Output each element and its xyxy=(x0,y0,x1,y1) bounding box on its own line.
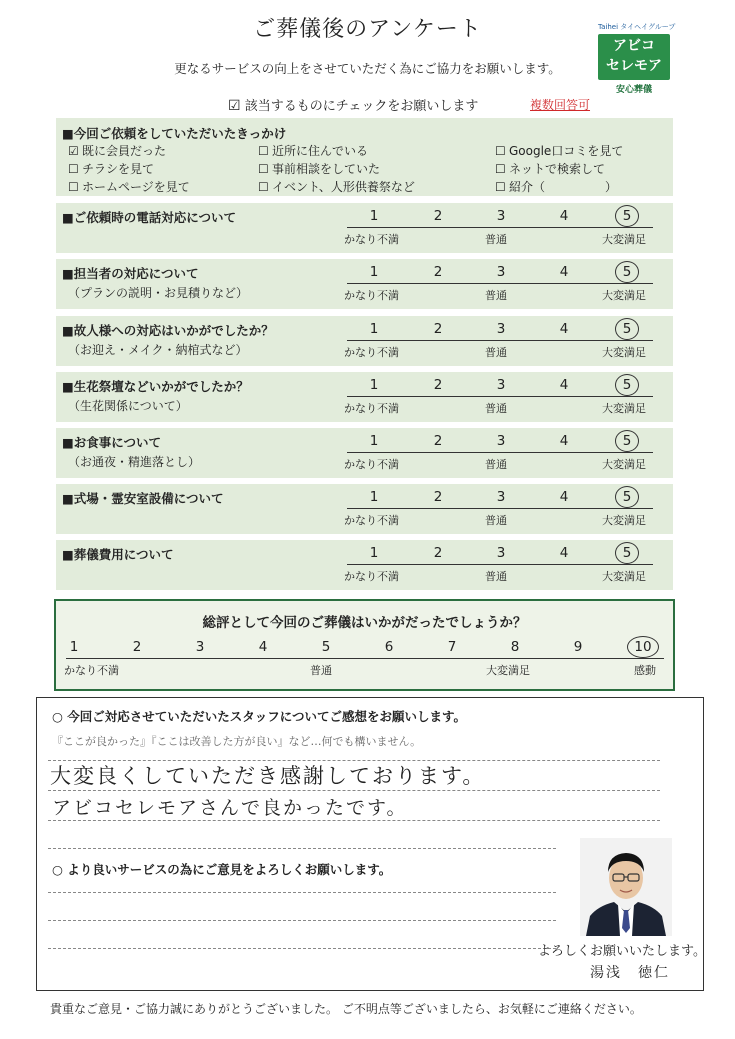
rating-option[interactable]: 3 xyxy=(496,321,506,337)
rating-option[interactable]: 4 xyxy=(559,321,569,337)
reason-option[interactable] xyxy=(258,142,368,159)
rating-scale-line xyxy=(347,396,653,397)
overall-label-top: 感動 xyxy=(634,664,656,677)
staff-comment-title: ○ 今回ご対応させていただいたスタッフについてご感想をお願いします。 xyxy=(52,709,467,724)
overall-rating-option[interactable]: 10 xyxy=(634,639,652,655)
overall-rating-option[interactable]: 4 xyxy=(258,639,268,655)
selected-rating-circle xyxy=(615,318,639,340)
rating-option[interactable]: 1 xyxy=(369,321,379,337)
overall-label-high: 大変満足 xyxy=(486,664,530,677)
checkbox-icon[interactable]: ☐ xyxy=(495,144,506,158)
logo-mark xyxy=(598,34,670,80)
rating-option[interactable]: 5 xyxy=(622,377,632,393)
rating-option[interactable]: 5 xyxy=(622,208,632,224)
rating-scale-line xyxy=(347,283,653,284)
scale-label-mid: 普通 xyxy=(485,458,507,471)
scale-label-low: かなり不満 xyxy=(344,289,399,302)
reason-option-label: 紹介（ ） xyxy=(509,180,618,194)
checkbox-icon[interactable]: ☐ xyxy=(68,162,79,176)
reason-option-label: ホームページを見て xyxy=(82,180,190,194)
reason-option[interactable] xyxy=(258,178,415,195)
overall-scale-line xyxy=(66,658,664,659)
selected-rating-circle xyxy=(615,486,639,508)
overall-title: 総評として今回のご葬儀はいかがだったでしょうか？ xyxy=(202,615,527,631)
overall-rating-option[interactable]: 2 xyxy=(132,639,142,655)
overall-rating-option[interactable]: 1 xyxy=(69,639,79,655)
scale-label-low: かなり不満 xyxy=(344,458,399,471)
rating-option[interactable]: 5 xyxy=(622,433,632,449)
reason-option[interactable] xyxy=(495,178,617,195)
rating-scale-line xyxy=(347,340,653,341)
rating-option[interactable]: 2 xyxy=(433,489,443,505)
rating-option[interactable]: 4 xyxy=(559,433,569,449)
logo-line1: アビコ xyxy=(613,38,655,54)
overall-label-mid: 普通 xyxy=(310,664,332,677)
scale-label-high: 大変満足 xyxy=(602,570,646,583)
question-subtitle: （プランの説明・お見積りなど） xyxy=(68,286,249,300)
reason-option-label: 既に会員だった xyxy=(82,144,167,158)
rating-option[interactable]: 4 xyxy=(559,208,569,224)
selected-rating-circle xyxy=(615,542,639,564)
rating-option[interactable]: 4 xyxy=(559,264,569,280)
logo-line2: セレモア xyxy=(606,58,662,74)
scale-label-high: 大変満足 xyxy=(602,346,646,359)
question-title: ■故人様への対応はいかがでしたか？ xyxy=(62,323,274,338)
question-title: ■お食事について xyxy=(62,435,162,450)
rating-scale-line xyxy=(347,227,653,228)
selected-rating-circle xyxy=(615,261,639,283)
rating-scale-line xyxy=(347,564,653,565)
rating-option[interactable]: 5 xyxy=(622,545,632,561)
selected-rating-circle xyxy=(615,430,639,452)
overall-rating-option[interactable]: 3 xyxy=(195,639,205,655)
check-instruction-text: 該当するものにチェックをお願いします xyxy=(244,99,479,114)
question-subtitle: （お迎え・メイク・納棺式など） xyxy=(68,343,248,357)
multi-answer-note: 複数回答可 xyxy=(530,98,591,112)
staff-message: よろしくお願いいたします。 xyxy=(538,944,706,959)
reason-option-label: 近所に住んでいる xyxy=(272,144,369,158)
rating-option[interactable]: 3 xyxy=(496,433,506,449)
scale-label-mid: 普通 xyxy=(485,514,507,527)
rating-option[interactable]: 4 xyxy=(559,545,569,561)
scale-label-low: かなり不満 xyxy=(344,233,399,246)
scale-label-mid: 普通 xyxy=(485,289,507,302)
reason-option-label: チラシを見て xyxy=(82,162,155,176)
reason-option[interactable] xyxy=(68,160,154,177)
scale-label-low: かなり不満 xyxy=(344,346,399,359)
checkbox-checked-icon[interactable]: ☑ xyxy=(68,144,79,158)
rating-option[interactable]: 3 xyxy=(496,377,506,393)
reason-option[interactable] xyxy=(68,142,166,159)
question-title: ■担当者の対応について xyxy=(62,266,199,281)
checkbox-icon[interactable]: ☐ xyxy=(258,144,269,158)
comment-line xyxy=(48,948,556,949)
rating-option[interactable]: 2 xyxy=(433,264,443,280)
scale-label-mid: 普通 xyxy=(485,570,507,583)
footer-thanks: 貴重なご意見・ご協力誠にありがとうございました。 ご不明点等ございましたら、お気軽にご連絡ください。 xyxy=(50,1002,642,1016)
rating-option[interactable]: 2 xyxy=(433,377,443,393)
scale-label-low: かなり不満 xyxy=(344,570,399,583)
page-title: ご葬儀後のアンケート xyxy=(253,17,482,42)
logo-sub: 安心葬儀 xyxy=(615,85,652,95)
reason-option-label: Google口コミを見て xyxy=(509,144,624,158)
overall-rating-option[interactable]: 8 xyxy=(510,639,520,655)
scale-label-low: かなり不満 xyxy=(344,514,399,527)
rating-option[interactable]: 2 xyxy=(433,545,443,561)
handwritten-comment-line1: 大変良くしていただき感謝しております。 xyxy=(50,764,486,788)
comment-line xyxy=(48,892,556,893)
rating-option[interactable]: 5 xyxy=(622,264,632,280)
rating-option[interactable]: 2 xyxy=(433,208,443,224)
reason-option[interactable] xyxy=(495,160,605,177)
reason-option[interactable] xyxy=(258,160,380,177)
selected-rating-circle xyxy=(627,636,659,658)
overall-rating-option[interactable]: 9 xyxy=(573,639,583,655)
scale-label-high: 大変満足 xyxy=(602,514,646,527)
question-subtitle: （生花関係について） xyxy=(68,399,188,413)
checkbox-icon[interactable]: ☐ xyxy=(495,162,506,176)
rating-option[interactable]: 3 xyxy=(496,489,506,505)
logo-brand: Taihei タイヘイグループ xyxy=(598,23,676,31)
question-title: ■式場・霊安室設備について xyxy=(62,491,224,506)
reason-title: ■今回ご依頼をしていただいたきっかけ xyxy=(62,126,287,141)
selected-rating-circle xyxy=(615,205,639,227)
comment-line xyxy=(48,790,660,791)
company-logo xyxy=(598,22,678,95)
rating-option[interactable]: 5 xyxy=(622,321,632,337)
checkbox-checked-icon: ☑ xyxy=(228,98,241,114)
rating-option[interactable]: 5 xyxy=(622,489,632,505)
question-title: ■葬儀費用について xyxy=(62,547,174,562)
reason-option-label: イベント、人形供養祭など xyxy=(272,180,415,194)
rating-option[interactable]: 1 xyxy=(369,208,379,224)
service-comment-title: ○ より良いサービスの為にご意見をよろしくお願いします。 xyxy=(52,862,392,877)
rating-option[interactable]: 3 xyxy=(496,545,506,561)
rating-option[interactable]: 1 xyxy=(369,433,379,449)
reason-option-label: ネットで検索して xyxy=(509,162,606,176)
overall-label-low: かなり不満 xyxy=(64,664,119,677)
reason-option[interactable] xyxy=(495,142,623,159)
overall-rating-option[interactable]: 5 xyxy=(321,639,331,655)
comment-line xyxy=(48,920,556,921)
reason-option[interactable] xyxy=(68,178,190,195)
staff-signature: 湯浅 徳仁 xyxy=(590,965,670,981)
scale-label-high: 大変満足 xyxy=(602,289,646,302)
scale-label-high: 大変満足 xyxy=(602,458,646,471)
checkbox-icon[interactable]: ☐ xyxy=(68,180,79,194)
rating-option[interactable]: 2 xyxy=(433,321,443,337)
scale-label-mid: 普通 xyxy=(485,346,507,359)
scale-label-high: 大変満足 xyxy=(602,233,646,246)
rating-option[interactable]: 3 xyxy=(496,208,506,224)
scale-label-mid: 普通 xyxy=(485,402,507,415)
handwritten-comment-line2: アビコセレモアさんで良かったです。 xyxy=(52,797,408,819)
question-title: ■生花祭壇などいかがでしたか？ xyxy=(62,379,249,394)
staff-photo xyxy=(580,838,672,936)
question-subtitle: （お通夜・精進落とし） xyxy=(68,455,201,469)
selected-rating-circle xyxy=(615,374,639,396)
page-subtitle: 更なるサービスの向上をさせていただく為にご協力をお願いします。 xyxy=(174,61,561,76)
checkbox-icon[interactable]: ☐ xyxy=(258,162,269,176)
scale-label-high: 大変満足 xyxy=(602,402,646,415)
check-instruction xyxy=(228,95,478,114)
question-title: ■ご依頼時の電話対応について xyxy=(62,210,237,225)
overall-rating-option[interactable]: 7 xyxy=(447,639,457,655)
rating-option[interactable]: 4 xyxy=(559,377,569,393)
rating-option[interactable]: 2 xyxy=(433,433,443,449)
reason-option-label: 事前相談をしていた xyxy=(272,162,381,176)
rating-scale-line xyxy=(347,508,653,509)
rating-option[interactable]: 3 xyxy=(496,264,506,280)
overall-rating-section xyxy=(54,599,675,691)
rating-option[interactable]: 4 xyxy=(559,489,569,505)
scale-label-low: かなり不満 xyxy=(344,402,399,415)
rating-option[interactable]: 1 xyxy=(369,264,379,280)
rating-option[interactable]: 1 xyxy=(369,489,379,505)
comment-line xyxy=(48,820,660,821)
rating-option[interactable]: 1 xyxy=(369,377,379,393)
scale-label-mid: 普通 xyxy=(485,233,507,246)
checkbox-icon[interactable]: ☐ xyxy=(258,180,269,194)
checkbox-icon[interactable]: ☐ xyxy=(495,180,506,194)
comment-line xyxy=(48,848,556,849)
staff-comment-hint: 『ここが良かった』『ここは改善した方が良い』など…何でも構いません。 xyxy=(52,735,422,748)
overall-rating-option[interactable]: 6 xyxy=(384,639,394,655)
rating-option[interactable]: 1 xyxy=(369,545,379,561)
rating-scale-line xyxy=(347,452,653,453)
